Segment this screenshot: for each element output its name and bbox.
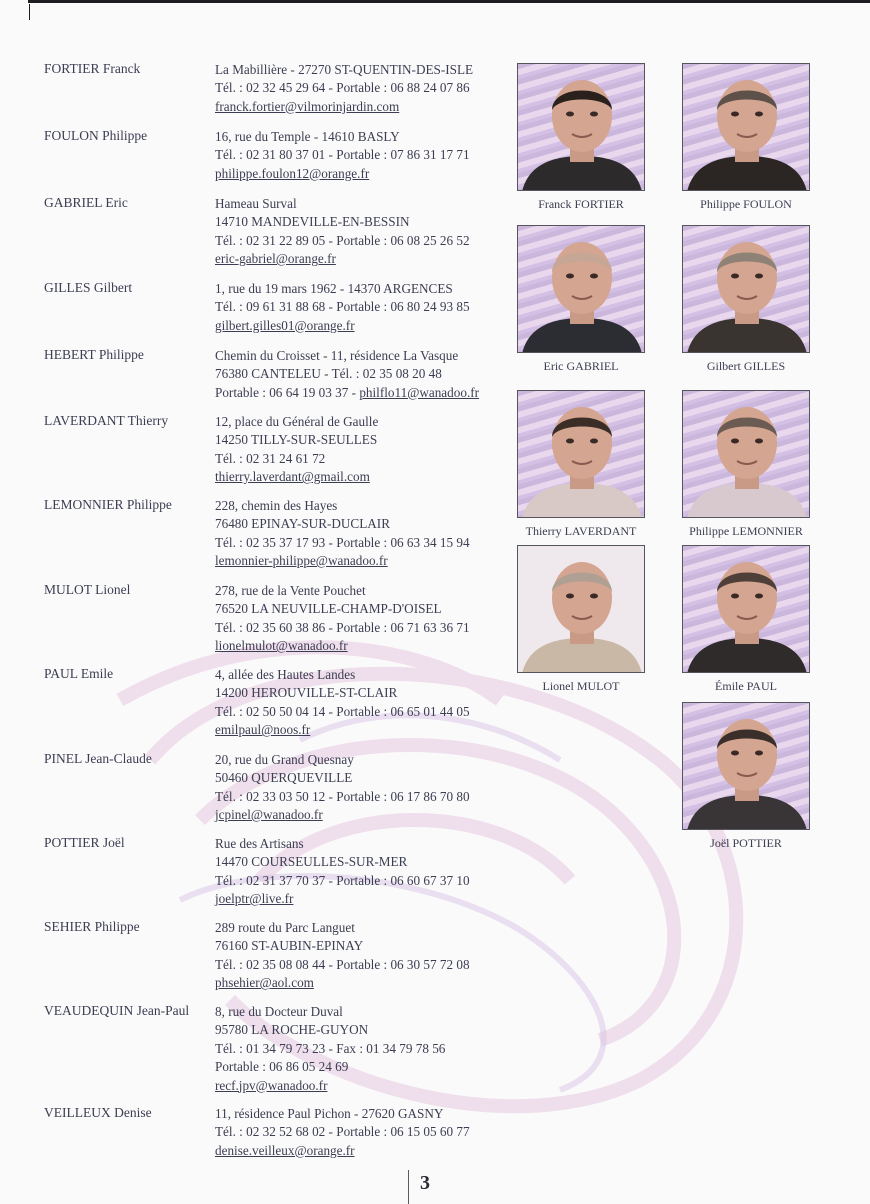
member-name: FORTIER Franck [44, 61, 141, 76]
eye-shape [590, 439, 598, 444]
address-line: 76480 EPINAY-SUR-DUCLAIR [215, 516, 390, 532]
member-name: LEMONNIER Philippe [44, 497, 172, 512]
address-line: Rue des Artisans [215, 836, 304, 851]
portrait-photo [517, 225, 645, 353]
member-address [215, 413, 378, 487]
address-line: Tél. : 02 31 22 89 05 - Portable : 06 08 25 26 52 [215, 232, 470, 248]
member-email-link[interactable]: philflo11@wanadoo.fr [359, 384, 480, 400]
portrait-photo [517, 390, 645, 518]
address-line: Chemin du Croisset - 11, résidence La Vasque [215, 348, 459, 363]
member-name: FOULON Philippe [44, 128, 148, 143]
eye-shape [731, 751, 739, 756]
portrait-caption: Lionel MULOT [542, 679, 620, 693]
address-line: La Mabillière - 27270 ST-QUENTIN-DES-ISLE [215, 62, 474, 77]
page-number: 3 [420, 1172, 430, 1194]
eye-shape [566, 112, 574, 117]
address-line: Tél. : 01 34 79 73 23 - Fax : 01 34 79 78 56 [215, 1040, 446, 1056]
portrait-card [517, 63, 645, 212]
portrait-photo [682, 225, 810, 353]
portrait-photo [682, 702, 810, 830]
address-line: Hameau Surval [215, 196, 297, 211]
member-name: PAUL Emile [44, 666, 114, 681]
member-address [215, 582, 470, 656]
member-email-link[interactable]: eric-gabriel@orange.fr [215, 251, 336, 267]
member-name: PINEL Jean-Claude [44, 751, 152, 766]
address-line: 14710 MANDEVILLE-EN-BESSIN [215, 214, 410, 230]
address-line: Tél. : 02 33 03 50 12 - Portable : 06 17 86 70 80 [215, 788, 470, 804]
member-address [215, 128, 470, 183]
address-line: Tél. : 02 31 37 70 37 - Portable : 06 60 67 37 10 [215, 872, 470, 888]
member-email-link[interactable]: lemonnier-philippe@wanadoo.fr [215, 553, 388, 569]
member-address [215, 497, 470, 571]
member-address [215, 347, 479, 402]
portrait-card [517, 545, 645, 694]
member-email-link[interactable]: gilbert.gilles01@orange.fr [215, 317, 355, 333]
address-line: 76380 CANTELEU - Tél. : 02 35 08 20 48 [215, 366, 442, 382]
address-line: 95780 LA ROCHE-GUYON [215, 1022, 369, 1038]
member-name: GILLES Gilbert [44, 280, 133, 295]
address-line: 8, rue du Docteur Duval [215, 1004, 343, 1019]
member-address [215, 280, 470, 335]
address-line: 20, rue du Grand Quesnay [215, 752, 354, 767]
member-email-link[interactable]: jcpinel@wanadoo.fr [215, 807, 323, 823]
eye-shape [566, 594, 574, 599]
address-line: 76520 LA NEUVILLE-CHAMP-D'OISEL [215, 601, 442, 617]
portrait-photo [682, 390, 810, 518]
eye-shape [731, 112, 739, 117]
portrait-caption: Émile PAUL [715, 679, 777, 693]
address-line: Portable : 06 86 05 24 69 [215, 1059, 349, 1075]
portrait-card [682, 63, 810, 212]
address-line: Tél. : 09 61 31 88 68 - Portable : 06 80 24 93 85 [215, 299, 470, 315]
eye-shape [755, 274, 763, 279]
portrait-caption: Philippe LEMONNIER [689, 524, 803, 538]
eye-shape [755, 439, 763, 444]
member-address [215, 1003, 445, 1095]
portrait-card [517, 390, 645, 539]
portrait-photo [517, 63, 645, 191]
member-email-link[interactable]: thierry.laverdant@gmail.com [215, 469, 370, 485]
eye-shape [755, 751, 763, 756]
address-line: Tél. : 02 32 45 29 64 - Portable : 06 88 24 07 86 [215, 80, 470, 96]
member-address [215, 751, 470, 825]
address-line: 50460 QUERQUEVILLE [215, 770, 353, 786]
address-line: Tél. : 02 32 52 68 02 - Portable : 06 15 05 60 77 [215, 1124, 470, 1140]
portrait-caption: Eric GABRIEL [543, 359, 619, 373]
portrait-caption: Gilbert GILLES [706, 359, 786, 373]
address-line: 1, rue du 19 mars 1962 - 14370 ARGENCES [215, 281, 453, 296]
member-email-link[interactable]: denise.veilleux@orange.fr [215, 1142, 355, 1158]
member-name: LAVERDANT Thierry [44, 413, 169, 428]
member-email-link[interactable]: philippe.foulon12@orange.fr [215, 165, 370, 181]
address-line: 14200 HEROUVILLE-ST-CLAIR [215, 685, 398, 701]
portrait-caption: Thierry LAVERDANT [525, 524, 637, 538]
portrait-photo [682, 63, 810, 191]
member-email-link[interactable]: recf.jpv@wanadoo.fr [215, 1077, 328, 1093]
eye-shape [755, 594, 763, 599]
member-email-link[interactable]: franck.fortier@vilmorinjardin.com [215, 98, 400, 114]
eye-shape [590, 112, 598, 117]
eye-shape [590, 274, 598, 279]
eye-shape [566, 274, 574, 279]
address-line: Tél. : 02 31 24 61 72 [215, 450, 326, 466]
eye-shape [755, 112, 763, 117]
member-email-link[interactable]: emilpaul@noos.fr [215, 722, 311, 738]
member-email-link[interactable]: lionelmulot@wanadoo.fr [215, 638, 348, 654]
address-line: 16, rue du Temple - 14610 BASLY [215, 129, 400, 144]
portrait-photo [682, 545, 810, 673]
portrait-card [682, 545, 810, 694]
corner-tick [29, 4, 30, 20]
eye-shape [731, 594, 739, 599]
address-line: Tél. : 02 31 80 37 01 - Portable : 07 86 31 17 71 [215, 147, 470, 163]
address-line: 289 route du Parc Languet [215, 920, 355, 935]
portrait-caption: Franck FORTIER [538, 197, 624, 211]
top-rule [28, 0, 870, 3]
member-address [215, 835, 470, 909]
address-line: 11, résidence Paul Pichon - 27620 GASNY [215, 1106, 444, 1121]
address-line: 278, rue de la Vente Pouchet [215, 583, 366, 598]
eye-shape [590, 594, 598, 599]
member-address [215, 919, 470, 993]
address-line: 76160 ST-AUBIN-EPINAY [215, 938, 364, 954]
address-line: Tél. : 02 35 08 08 44 - Portable : 06 30 57 72 08 [215, 956, 470, 972]
portrait-photo [517, 545, 645, 673]
portrait-caption: Philippe FOULON [700, 197, 792, 211]
member-name: VEAUDEQUIN Jean-Paul [44, 1003, 190, 1018]
address-line: 228, chemin des Hayes [215, 498, 338, 513]
address-line: 14250 TILLY-SUR-SEULLES [215, 432, 378, 448]
address-line: 12, place du Général de Gaulle [215, 414, 379, 429]
eye-shape [731, 274, 739, 279]
portrait-card [682, 225, 810, 374]
eye-shape [566, 439, 574, 444]
address-line: 4, allée des Hautes Landes [215, 667, 356, 682]
member-name: SEHIER Philippe [44, 919, 140, 934]
member-address [215, 195, 470, 269]
footer-divider [408, 1170, 409, 1204]
address-line: Tél. : 02 35 60 38 86 - Portable : 06 71 63 36 71 [215, 619, 470, 635]
member-name: VEILLEUX Denise [44, 1105, 152, 1120]
address-line: 14470 COURSEULLES-SUR-MER [215, 854, 408, 870]
member-address [215, 666, 470, 740]
address-line: Tél. : 02 35 37 17 93 - Portable : 06 63 34 15 94 [215, 534, 470, 550]
address-line: Portable : 06 64 19 03 37 - [215, 384, 360, 400]
portrait-caption: Joël POTTIER [710, 836, 782, 850]
member-name: HEBERT Philippe [44, 347, 144, 362]
eye-shape [731, 439, 739, 444]
member-address [215, 61, 473, 116]
address-line: Tél. : 02 50 50 04 14 - Portable : 06 65 01 44 05 [215, 703, 470, 719]
member-address [215, 1105, 470, 1160]
member-name: GABRIEL Eric [44, 195, 128, 210]
portrait-card [682, 702, 810, 851]
member-name: POTTIER Joël [44, 835, 125, 850]
portrait-card [517, 225, 645, 374]
portrait-card [682, 390, 810, 539]
member-email-link[interactable]: phsehier@aol.com [215, 975, 314, 991]
member-name: MULOT Lionel [44, 582, 131, 597]
member-email-link[interactable]: joelptr@live.fr [215, 891, 294, 907]
